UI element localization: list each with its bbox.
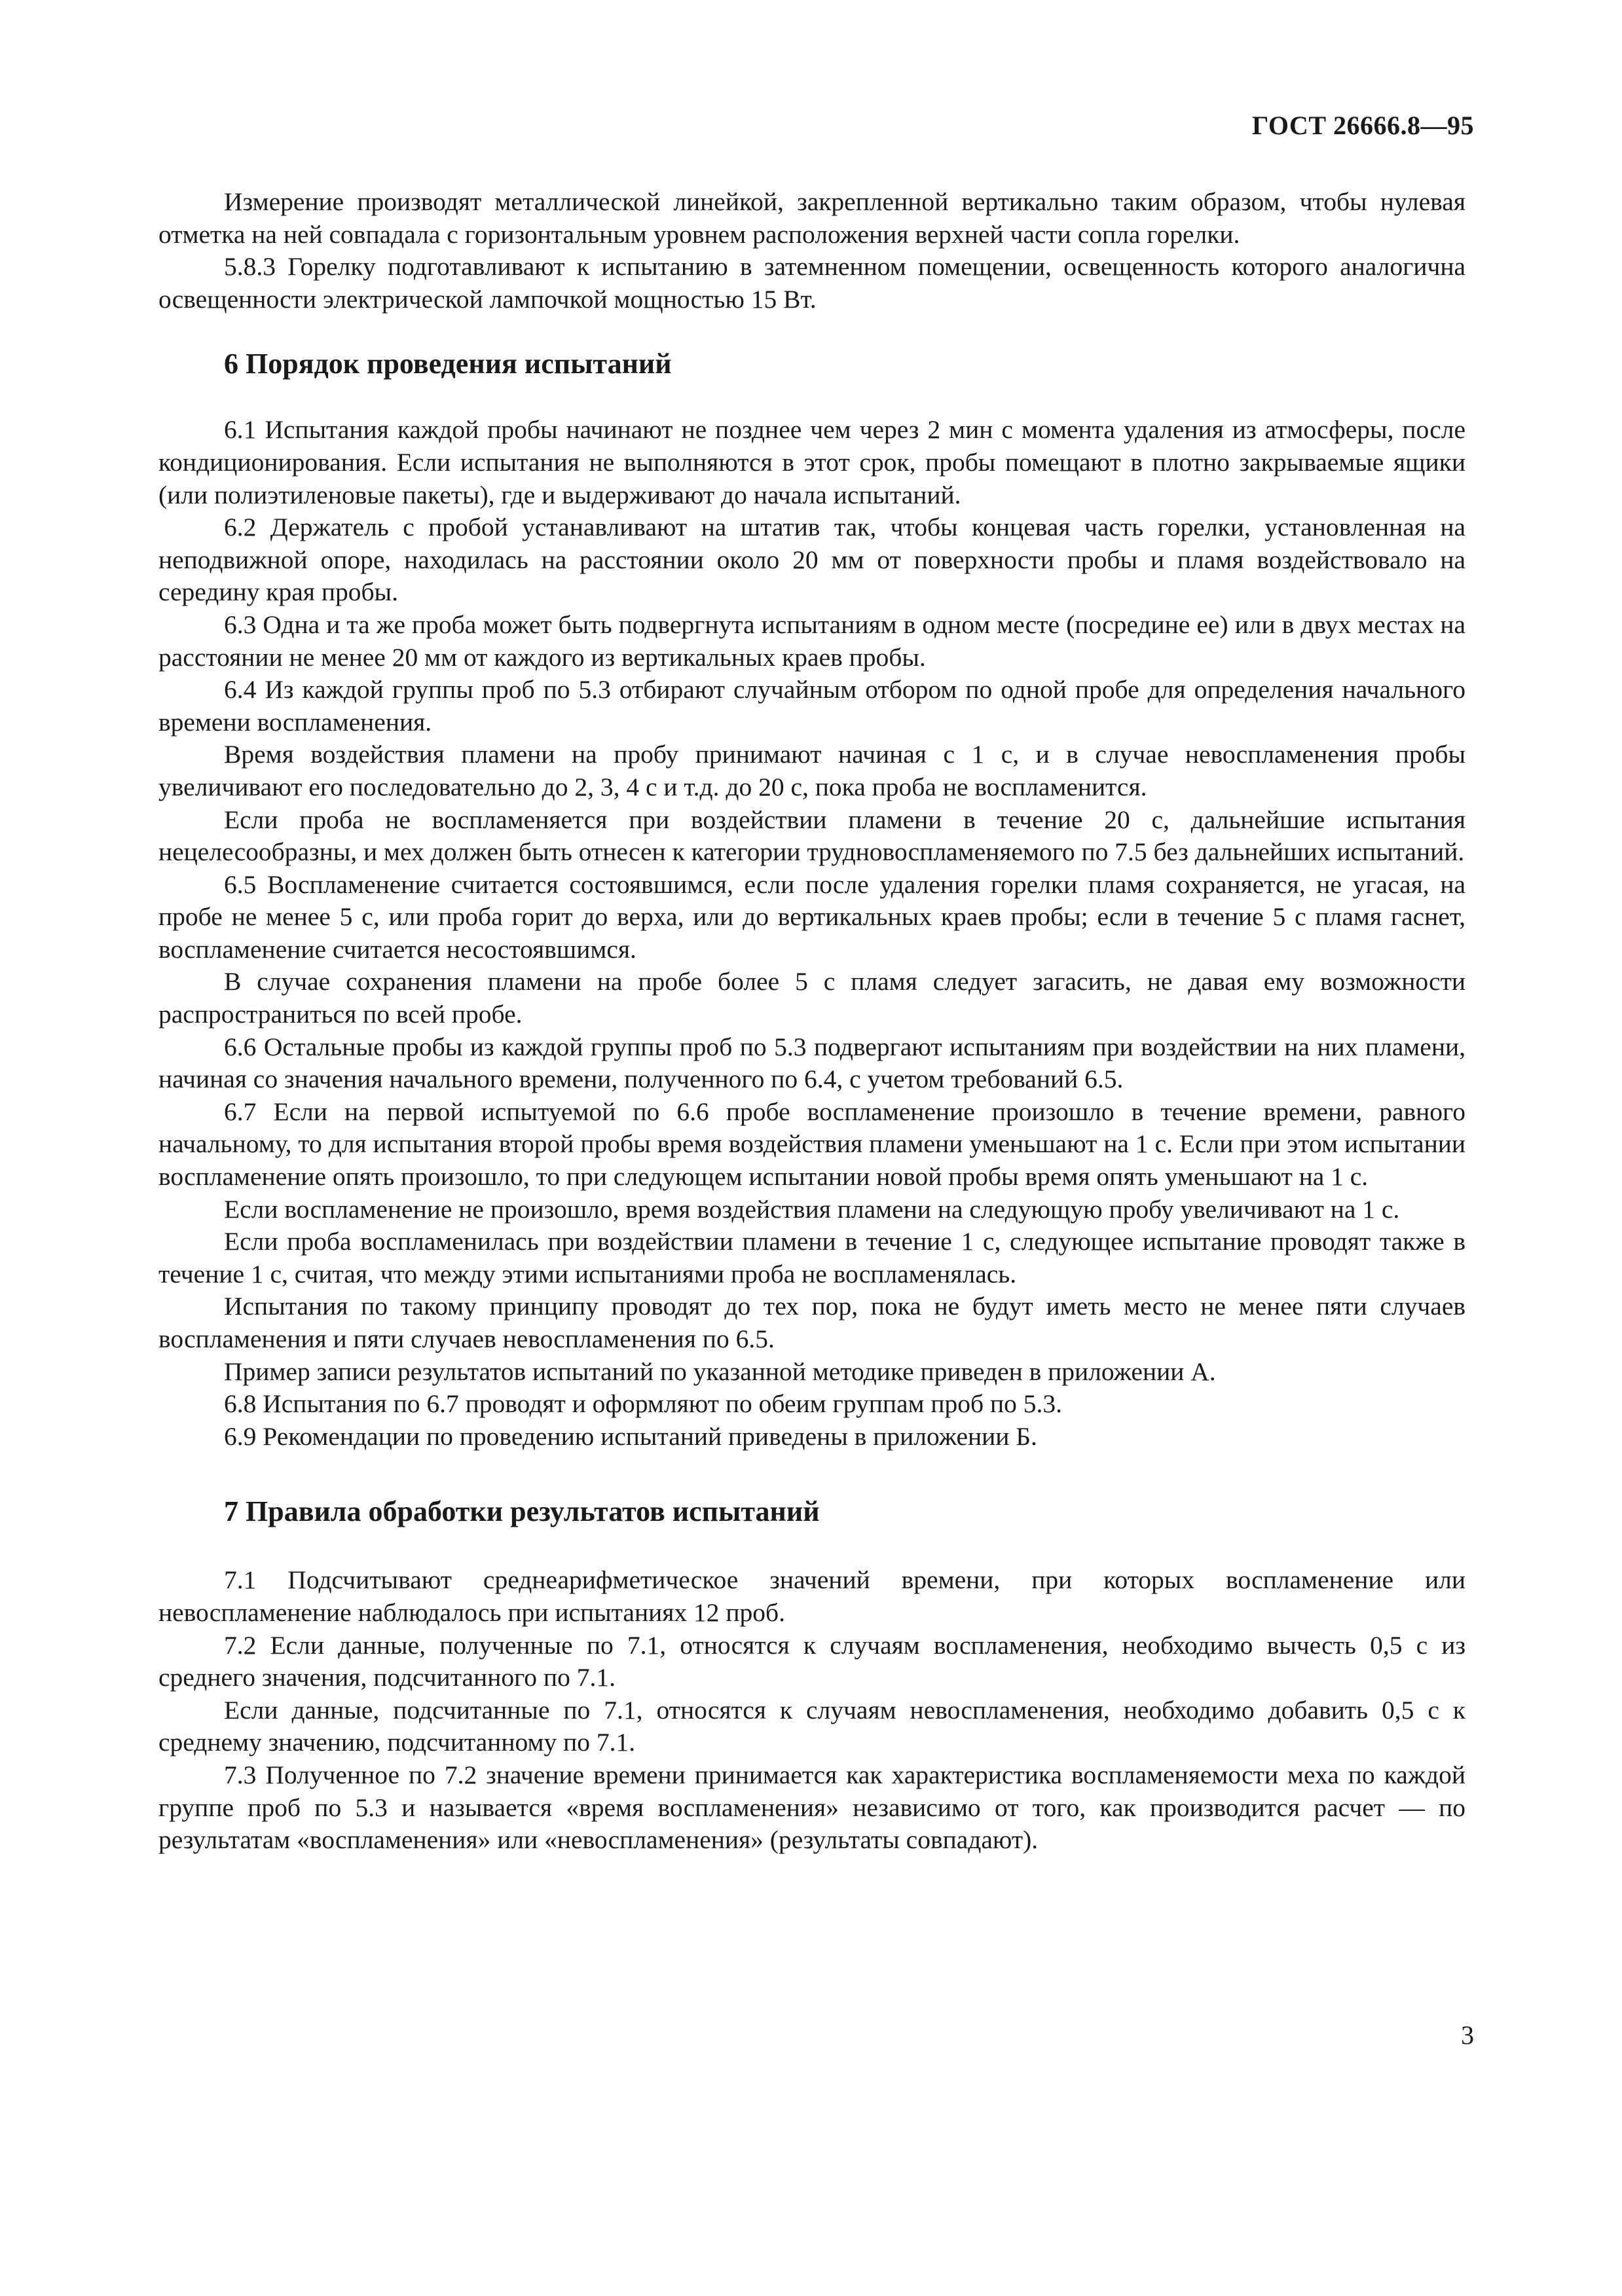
section-heading: 7 Правила обработки результатов испытаний bbox=[224, 1495, 820, 1528]
paragraph: Испытания по такому принципу проводят до тех пор, пока не будут иметь место не менее пяти случаев воспламенения и пяти случаев невоспламенения по 6.5. bbox=[158, 1292, 1465, 1353]
section-heading: 6 Порядок проведения испытаний bbox=[224, 348, 672, 380]
paragraph: В случае сохранения пламени на пробе более 5 с пламя следует загасить, не давая ему возможности распространиться по всей пробе. bbox=[158, 967, 1465, 1029]
paragraph: 6.2 Держатель с пробой устанавливают на штатив так, чтобы концевая часть горелки, установленная на неподвижной опоре, находилась на расстоянии около 20 мм от поверхности пробы и пламя воздействовало на середину края пробы. bbox=[158, 513, 1465, 607]
paragraph: Если проба не воспламеняется при воздействии пламени в течение 20 с, дальнейшие испытания нецелесообразны, и мех должен быть отнесен к категории трудновоспламеняемого по 7.5 без дальнейших испытаний. bbox=[158, 805, 1465, 867]
paragraph: 7.3 Полученное по 7.2 значение времени принимается как характеристика воспламеняемости меха по каждой группе проб по 5.3 и называется «время воспламенения» независимо от того, как производится расчет — по результатам «воспламенения» или «невоспламенения» (результаты совпадают). bbox=[158, 1760, 1465, 1855]
paragraph: 6.5 Воспламенение считается состоявшимся, если после удаления горелки пламя сохраняется, не угасая, на пробе не менее 5 с, или проба горит до верха, или до вертикальных краев пробы; если в течение 5 с пламя гаснет, воспламенение считается несостоявшимся. bbox=[158, 869, 1465, 964]
page-number: 3 bbox=[1461, 2020, 1474, 2050]
paragraph: 6.1 Испытания каждой пробы начинают не позднее чем через 2 мин с момента удаления из атмосферы, после кондиционирования. Если испытания не выполняются в этот срок, пробы помещают в плотно закрываемые ящики (или полиэтиленовые пакеты), где и выдерживают до начала испытаний. bbox=[158, 415, 1465, 509]
paragraph: Если проба воспламенилась при воздействии пламени в течение 1 с, следующее испытание проводят также в течение 1 с, считая, что между этими испытаниями проба не воспламенялась. bbox=[158, 1227, 1465, 1288]
paragraph: Если воспламенение не произошло, время воздействия пламени на следующую пробу увеличивают на 1 с. bbox=[224, 1194, 1400, 1224]
paragraph: 5.8.3 Горелку подготавливают к испытанию в затемненном помещении, освещенность которого аналогична освещенности электрической лампочкой мощностью 15 Вт. bbox=[158, 252, 1465, 314]
paragraph: 6.8 Испытания по 6.7 проводят и оформляют по обеим группам проб по 5.3. bbox=[224, 1389, 1063, 1419]
paragraph: Пример записи результатов испытаний по указанной методике приведен в приложении А. bbox=[224, 1357, 1216, 1386]
paragraph: 6.6 Остальные пробы из каждой группы проб по 5.3 подвергают испытаниям при воздействии на них пламени, начиная со значения начального времени, полученного по 6.4, с учетом требований 6.5. bbox=[158, 1032, 1465, 1094]
paragraph: 6.3 Одна и та же проба может быть подвергнута испытаниям в одном месте (посредине ее) или в двух местах на расстоянии не менее 20 мм от каждого из вертикальных краев пробы. bbox=[158, 610, 1465, 672]
paragraph: Если данные, подсчитанные по 7.1, относятся к случаям невоспламенения, необходимо добавить 0,5 с к среднему значению, подсчитанному по 7.1. bbox=[158, 1695, 1465, 1757]
document-body bbox=[158, 186, 1465, 1857]
paragraph: 6.9 Рекомендации по проведению испытаний приведены в приложении Б. bbox=[224, 1421, 1037, 1451]
paragraph: 6.4 Из каждой группы проб по 5.3 отбирают случайным отбором по одной пробе для определения начального времени воспламенения. bbox=[158, 675, 1465, 737]
paragraph: Измерение производят металлической линейкой, закрепленной вертикально таким образом, чтобы нулевая отметка на ней совпадала с горизонтальным уровнем расположения верхней части сопла горелки. bbox=[158, 187, 1465, 249]
document-code: ГОСТ 26666.8—95 bbox=[1251, 111, 1474, 140]
paragraph: 6.7 Если на первой испытуемой по 6.6 пробе воспламенение произошло в течение времени, равного начальному, то для испытания второй пробы время воздействия пламени уменьшают на 1 с. Если при этом испытании воспламенение опять произошло, то при следующем испытании новой пробы время опять уменьшают на 1 с. bbox=[158, 1097, 1465, 1192]
paragraph: 7.1 Подсчитывают среднеарифметическое значений времени, при которых воспламенение или невоспламенение наблюдалось при испытаниях 12 проб. bbox=[158, 1565, 1465, 1627]
paragraph: 7.2 Если данные, полученные по 7.1, относятся к случаям воспламенения, необходимо вычесть 0,5 с из среднего значения, подсчитанного по 7.1. bbox=[158, 1630, 1465, 1692]
paragraph: Время воздействия пламени на пробу принимают начиная с 1 с, и в случае невоспламенения пробы увеличивают его последовательно до 2, 3, 4 с и т.д. до 20 с, пока проба не воспламенится. bbox=[158, 740, 1465, 801]
